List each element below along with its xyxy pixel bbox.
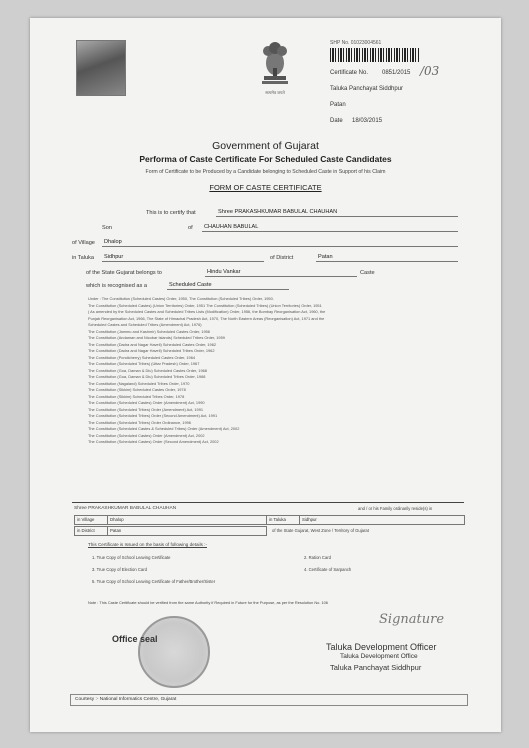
office-seal-label: Office seal [112,634,158,644]
document-item: 5. True Copy of School Leaving Certificate of Father/Brother/Sister [92,579,216,584]
barcode [330,48,420,62]
list-item: The Constitution (Dadra and Nagar Haveli) Scheduled Tribes Order, 1962 [88,348,215,353]
list-item: The Constitution (Scheduled Castes) Order (Amendment) Act, 2002 [88,432,205,438]
office-name: Taluka Panchayat Siddhpur [330,86,404,92]
recognised-label: which is recognised as a [86,283,147,289]
officer-office: Taluka Development Office [340,653,418,660]
officer-title: Taluka Development Officer [326,642,437,652]
residence-taluka: Sidhpur [299,515,465,525]
residence-village: Dhalop [107,515,267,525]
document-item: 2. Ration Card [304,555,331,560]
form-subtitle: Form of Certificate to be Produced by a Candidate belonging to Scheduled Caste in Support of his Claim [145,169,386,175]
residence-taluka-label: in Taluka [266,515,300,525]
list-item: The Constitution (Scheduled Castes & Scheduled Tribes) Order (Amendment) Act, 2002 [88,426,240,431]
list-item: Scheduled Castes and Scheduled Tribes (Amendment) Act, 1976) [88,322,202,327]
applicant-name: Shree PRAKASHKUMAR BABULAL CHAUHAN [216,208,458,217]
list-item: The Constitution (Jammu and Kashmir) Scheduled Castes Order, 1956 [88,328,210,334]
list-item: The Constitution (Dadra and Nagar Haveli) Scheduled Castes Order, 1962 [88,341,217,347]
son-label: Son [102,225,112,231]
handwritten-number: /03 [420,64,440,78]
emblem-caption: सत्यमेव जयते [265,90,285,95]
constitution-orders-list [88,296,483,446]
residence-district: Patan [107,526,267,536]
taluka-label: in Taluka [72,255,94,261]
issue-date: 18/03/2015 [352,118,383,124]
verification-note: Note : This Caste Certificate should be verified from the same Authority if Required in Future for the Purpose, as per the Resolution No. 106 [88,600,328,605]
list-item: The Constitution (Scheduled Castes) (Union Territories) Order, 1951 The Constitution (Scheduled Tribes) (Union Territories) Order, 1951 [88,302,322,308]
list-item: The Constitution (Scheduled Tribes) Order (Second Amendment) Act, 1991 [88,413,218,418]
officer-place: Taluka Panchayat Siddhpur [330,663,422,672]
certificate-no: 0851/2015 [382,70,411,76]
list-item: The Constitution (Scheduled Tribes) (Uttar Pradesh) Order, 1967 [88,361,200,366]
list-item: ( As amended by the Scheduled Castes and Scheduled Tribes Lists (Modification) Order, 1956, the Bombay Reorganisation Act, 1960, the [88,309,326,314]
footer-courtesy: Courtesy :- National Informatics Centre, Gujarat [70,694,468,706]
certify-label: This is to certify that [146,210,196,216]
date-label: Date [330,118,343,124]
residence-state-note: of the State Gujarat, West Zone / Territory of Gujarat [272,528,369,533]
list-item: Punjab Reorganisation Act, 1966, The State of Himachal Pradesh Act, 1970, The North Eastern Areas (Reorganisation) Act, 1971 and the [88,315,325,321]
village-label: of Village [72,240,95,246]
list-item: The Constitution (Scheduled Castes) Order (Second Amendment) Act, 2002 [88,439,219,444]
list-item: The Constitution (Andaman and Nicobar Islands) Scheduled Tribes Order, 1959 [88,335,225,340]
list-item: The Constitution (Pondicherry) Scheduled Castes Order, 1964 [88,354,196,360]
district-label: of District [270,255,294,261]
list-item: The Constitution (Nagaland) Scheduled Tribes Order, 1970 [88,380,190,386]
certificate-page [30,18,501,732]
state-label: of the State Gujarat belongs to [86,270,162,276]
list-item: The Constitution (Goa, Daman & Diu) Scheduled Castes Order, 1968 [88,367,207,373]
caste-suffix: Caste [360,270,375,276]
section-divider [72,502,464,503]
government-title: Government of Gujarat [212,140,319,152]
documents-heading: This Certificate is Issued on the basis of following details :- [88,542,207,547]
residence-district-label: in District [74,526,108,536]
list-item: The Constitution (Sikkim) Scheduled Castes Order, 1978 [88,387,186,392]
office-district: Patan [330,102,346,108]
applicant-photo [76,40,126,96]
list-item: The Constitution (Goa, Daman & Diu) Scheduled Tribes Order, 1968 [88,374,206,379]
document-item: 3. True Copy of Election Card [92,567,147,572]
form-heading: FORM OF CASTE CERTIFICATE [209,183,322,192]
performa-title: Performa of Caste Certificate For Scheduled Caste Candidates [139,154,392,164]
taluka-value: Sidhpur [102,253,264,262]
residence-name: Shree PRAKASHKUMAR BABULAL CHAUHAN [74,506,177,511]
village-value: Dhalop [102,238,458,247]
officer-signature: Signature [379,612,445,627]
document-item: 1. True Copy of School Leaving Certificate [92,555,171,560]
national-emblem-icon [258,38,292,88]
category-value: Scheduled Caste [167,281,289,290]
district-value: Patan [316,253,458,262]
father-name: CHAUHAN BABULAL [202,223,458,232]
office-seal [138,616,210,688]
document-item: 4. Certificate of Sarpanch [304,567,352,572]
list-item: The Constitution (Scheduled Tribes) Order (Amendment) Act, 1991 [88,406,204,412]
list-item: The Constitution (Sikkim) Scheduled Tribes Order, 1978 [88,393,185,399]
list-item: The Constitution (Scheduled Castes) Order (Amendment) Act, 1990 [88,400,205,405]
list-item: The Constitution (Scheduled Tribes) Order Ordinance, 1996 [88,419,191,425]
certificate-no-label: Certificate No. [330,70,369,76]
of-label: of [188,225,193,231]
residence-village-label: in Village [74,515,108,525]
list-item: Under : The Constitution (Scheduled Castes) Order, 1950, The Constitution (Scheduled Tribes) Order, 1950. [88,296,274,301]
barcode-number: SHP No. 01023004561 [330,40,382,46]
caste-value: Hindu Vankar [205,268,357,277]
residence-note: and / or his Family ordinarily reside(s) in [358,506,433,511]
